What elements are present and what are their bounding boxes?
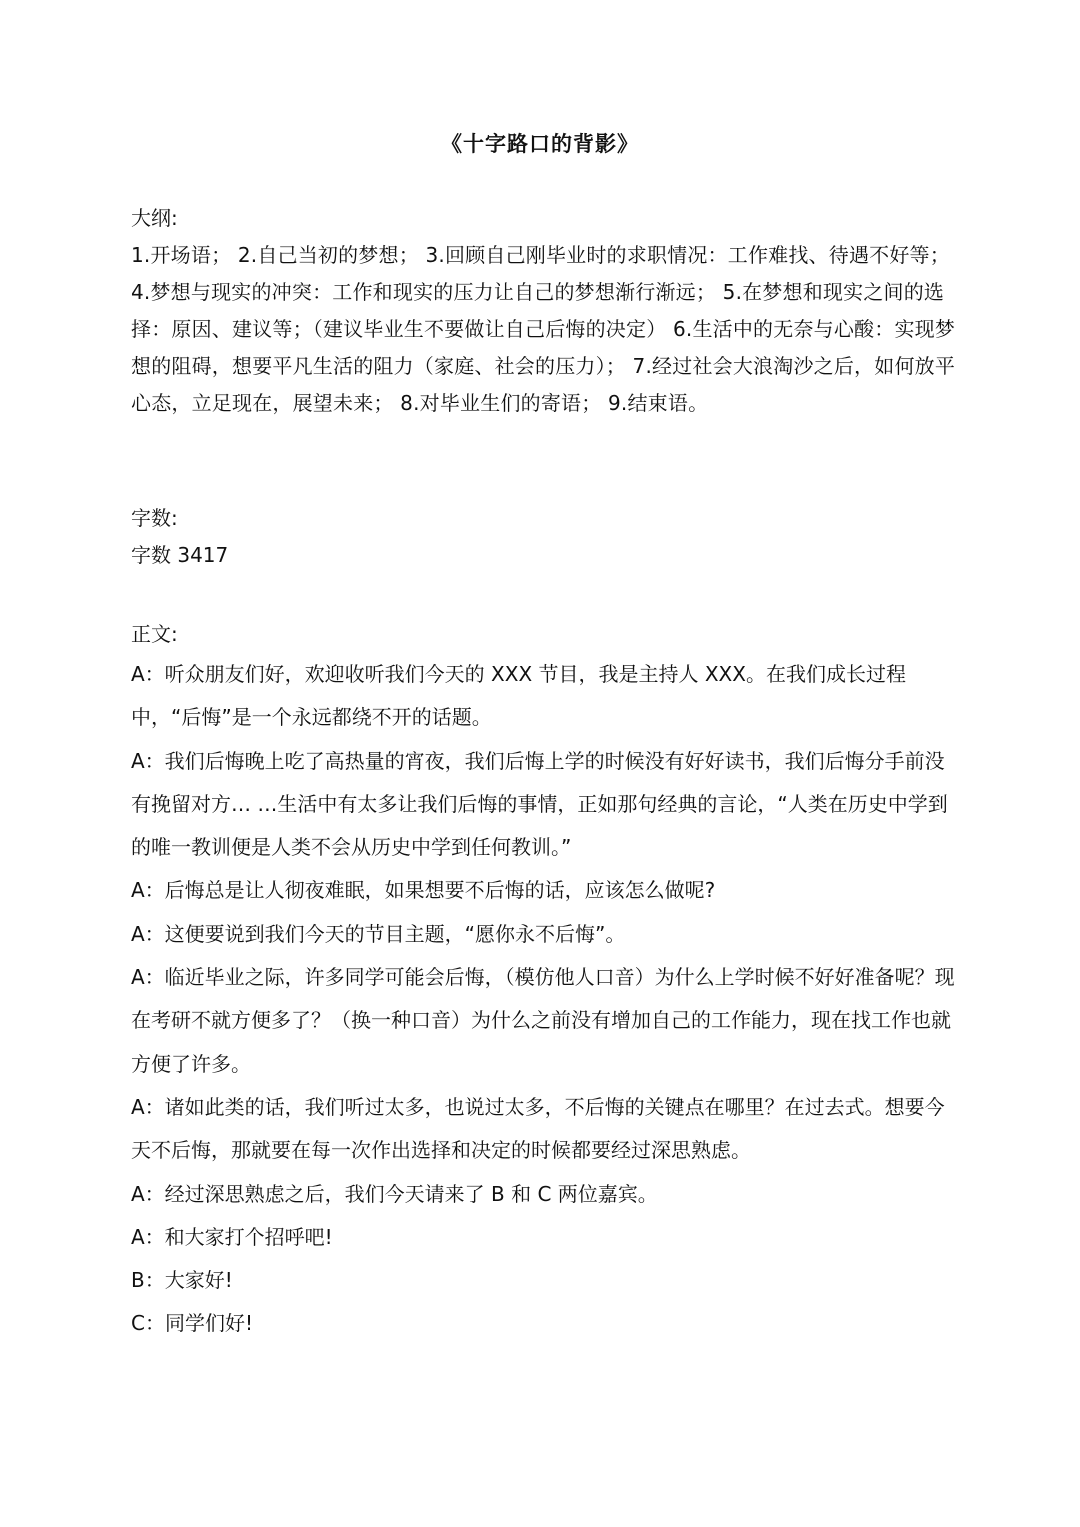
body-paragraph: A：临近毕业之际，许多同学可能会后悔，（模仿他人口音）为什么上学时候不好好准备呢？现在考研不就方便多了？（换一种口音）为什么之前没有增加自己的工作能力，现在找工作也就方便了许多。 bbox=[131, 965, 955, 1076]
body-section bbox=[131, 616, 961, 1346]
body-paragraph: A：后悔总是让人彻夜难眠，如果想要不后悔的话，应该怎么做呢? bbox=[131, 878, 716, 903]
body-paragraph: A：和大家打个招呼吧! bbox=[131, 1224, 333, 1249]
body-paragraph: A：我们后悔晚上吃了高热量的宵夜，我们后悔上学的时候没有好好读书，我们后悔分手前没有挽留对方… …生活中有太多让我们后悔的事情，正如那句经典的言论，“人类在历史中学到的唯一教训便是人类不会从历史中学到任何教训。” bbox=[131, 748, 948, 860]
body-paragraph: A：听众朋友们好，欢迎收听我们今天的 XXX 节目，我是主持人 XXX。在我们成长过程中，“后悔”是一个永远都绕不开的话题。 bbox=[131, 662, 906, 730]
body-paragraph: B：大家好! bbox=[131, 1268, 233, 1293]
body-paragraph: A：这便要说到我们今天的节目主题，“愿你永不后悔”。 bbox=[131, 921, 626, 946]
outline-label: 大纲: bbox=[131, 206, 178, 230]
word-count-section bbox=[131, 500, 961, 574]
document-title: 《十字路口的背影》 bbox=[441, 132, 639, 156]
body-paragraph: C：同学们好! bbox=[131, 1311, 253, 1336]
word-count-label: 字数: bbox=[131, 506, 178, 530]
word-count-value: 字数 3417 bbox=[131, 543, 229, 567]
outline-section bbox=[131, 200, 961, 422]
body-label: 正文: bbox=[131, 622, 178, 646]
body-paragraph: A：诸如此类的话，我们听过太多，也说过太多，不后悔的关键点在哪里？在过去式。想要今天不后悔，那就要在每一次作出选择和决定的时候都要经过深思熟虑。 bbox=[131, 1094, 945, 1163]
outline-content: 1.开场语； 2.自己当初的梦想； 3.回顾自己刚毕业时的求职情况：工作难找、待遇不好等； 4.梦想与现实的冲突：工作和现实的压力让自己的梦想渐行渐远； 5.在梦想和现实之间的选择：原因、建议等；（建议毕业生不要做让自己后悔的决定） 6.生活中的无奈与心酸：实现梦想的阻碍，想要平凡生活的阻力（家庭、社会的压力）； 7.经过社会大浪淘沙之后，如何放平心态，立足现在，展望未来； 8.对毕业生们的寄语； 9.结束语。 bbox=[131, 243, 956, 415]
body-paragraph: A：经过深思熟虑之后，我们今天请来了 B 和 C 两位嘉宾。 bbox=[131, 1181, 658, 1206]
